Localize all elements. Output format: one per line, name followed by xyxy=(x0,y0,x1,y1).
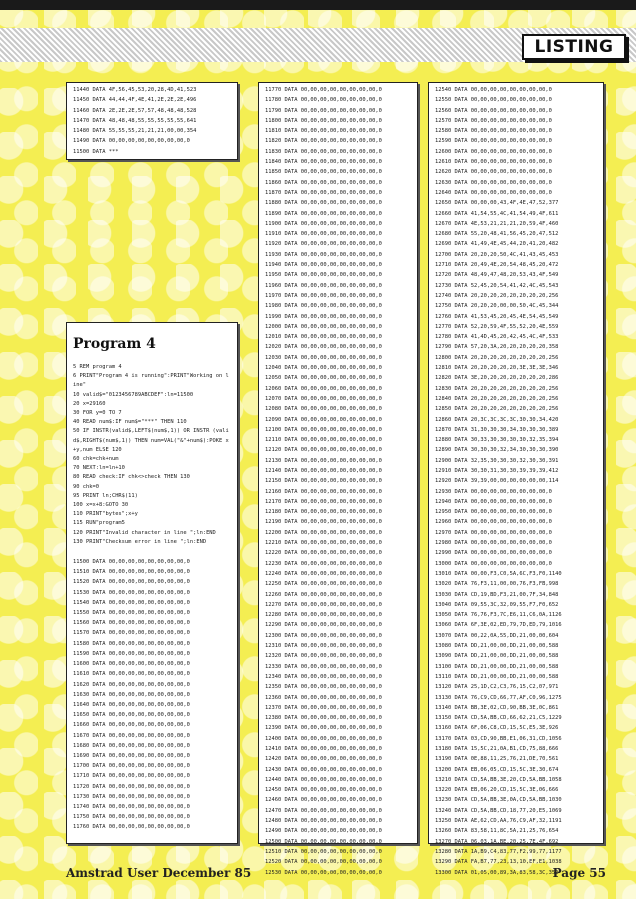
listing-line: 12030 DATA 00,00,00,00,00,00,00,00,0 xyxy=(265,354,382,361)
listing-line: 12940 DATA 00,00,00,00,00,00,00,00,0 xyxy=(435,498,552,505)
listing-line: 12650 DATA 00,00,00,43,4F,4E,47,52,377 xyxy=(435,200,559,207)
listing-line: 12810 DATA 20,20,20,20,20,3E,3E,3E,346 xyxy=(435,365,559,372)
listing-line: 11930 DATA 00,00,00,00,00,00,00,00,0 xyxy=(265,251,382,258)
listing-line: 13090 DATA DD,21,00,00,DD,21,00,00,588 xyxy=(435,653,559,660)
listing-line: 12120 DATA 00,00,00,00,00,00,00,00,0 xyxy=(265,447,382,454)
listing-line: 13050 DATA 76,76,F3,7C,E6,11,C6,0A,1126 xyxy=(435,612,562,619)
listing-line: 12950 DATA 00,00,00,00,00,00,00,00,0 xyxy=(435,509,552,516)
listing-line: 12520 DATA 00,00,00,00,00,00,00,00,0 xyxy=(265,859,382,866)
listing-line: 12600 DATA 00,00,00,00,00,00,00,00,0 xyxy=(435,148,552,155)
listing-line: 11600 DATA 00,00,00,00,00,00,00,00,0 xyxy=(73,661,190,668)
listing-line: 11720 DATA 00,00,00,00,00,00,00,00,0 xyxy=(73,783,190,790)
listing-line: 13280 DATA 1A,B9,C4,83,77,F2,99,77,1177 xyxy=(435,848,562,855)
listing-line: 12510 DATA 00,00,00,00,00,00,00,00,0 xyxy=(265,848,382,855)
listing-line: 11560 DATA 00,00,00,00,00,00,00,00,0 xyxy=(73,620,190,627)
listing-line: 11980 DATA 00,00,00,00,00,00,00,00,0 xyxy=(265,303,382,310)
listing-line: 13270 DATA 06,03,1A,BE,20,25,7E,4F,692 xyxy=(435,838,559,845)
listing-line: 11840 DATA 00,00,00,00,00,00,00,00,0 xyxy=(265,159,382,166)
program-line: 6 PRINT"Program 4 is running":PRINT"Working on line" xyxy=(73,373,229,389)
listing-line: 11800 DATA 00,00,00,00,00,00,00,00,0 xyxy=(265,117,382,124)
listing-line: 12350 DATA 00,00,00,00,00,00,00,00,0 xyxy=(265,684,382,691)
listing-line: 11990 DATA 00,00,00,00,00,00,00,00,0 xyxy=(265,313,382,320)
listing-line: 12460 DATA 00,00,00,00,00,00,00,00,0 xyxy=(265,797,382,804)
program-4-box xyxy=(66,322,238,844)
listing-line: 12670 DATA 4E,53,21,21,21,20,59,4F,460 xyxy=(435,220,559,227)
listing-line: 11610 DATA 00,00,00,00,00,00,00,00,0 xyxy=(73,671,190,678)
listing-line: 12910 DATA 30,30,31,30,30,39,39,39,412 xyxy=(435,467,559,474)
listing-line: 11950 DATA 00,00,00,00,00,00,00,00,0 xyxy=(265,272,382,279)
listing-line: 12060 DATA 00,00,00,00,00,00,00,00,0 xyxy=(265,385,382,392)
listing-line: 12960 DATA 00,00,00,00,00,00,00,00,0 xyxy=(435,519,552,526)
listing-line: 13220 DATA EB,06,20,CD,15,5C,3E,06,666 xyxy=(435,787,559,794)
listing-line: 13140 DATA BB,3E,02,CD,90,BB,3E,0C,861 xyxy=(435,704,559,711)
listing-line: 12790 DATA 57,20,3A,20,20,20,20,20,358 xyxy=(435,344,559,351)
program-line: 40 READ num$:IF num$="***" THEN 110 xyxy=(73,419,187,426)
listing-line: 12830 DATA 20,20,20,20,20,20,20,20,256 xyxy=(435,385,559,392)
listing-line: 12130 DATA 00,00,00,00,00,00,00,00,0 xyxy=(265,457,382,464)
listing-line: 12730 DATA 52,45,20,54,41,42,4C,45,543 xyxy=(435,282,559,289)
listing-line: 13150 DATA CD,5A,BB,CD,66,62,21,C5,1229 xyxy=(435,715,562,722)
listing-line: 12200 DATA 00,00,00,00,00,00,00,00,0 xyxy=(265,529,382,536)
listing-line: 12530 DATA 00,00,00,00,00,00,00,00,0 xyxy=(265,869,382,876)
listing-line: 13210 DATA CD,5A,BB,3E,20,CD,5A,BB,1058 xyxy=(435,776,562,783)
listing-line: 13110 DATA DD,21,00,00,DD,21,00,00,588 xyxy=(435,673,559,680)
listing-line: 12280 DATA 00,00,00,00,00,00,00,00,0 xyxy=(265,612,382,619)
program-line: 115 RUN"program5 xyxy=(73,520,125,527)
listing-line: 12840 DATA 20,20,20,20,20,20,20,20,256 xyxy=(435,395,559,402)
listing-line: 11520 DATA 00,00,00,00,00,00,00,00,0 xyxy=(73,579,190,586)
listing-line: 12660 DATA 41,54,55,4C,41,54,49,4F,611 xyxy=(435,210,559,217)
listing-line: 11450 DATA 44,44,4F,4E,41,2E,2E,2E,496 xyxy=(73,97,197,104)
program-line: 60 chk=chk+num xyxy=(73,456,119,463)
listing-line: 12920 DATA 39,39,00,00,00,00,00,00,114 xyxy=(435,478,559,485)
listing-line: 12500 DATA 00,00,00,00,00,00,00,00,0 xyxy=(265,838,382,845)
listing-line: 11860 DATA 00,00,00,00,00,00,00,00,0 xyxy=(265,179,382,186)
listing-line: 13030 DATA CD,19,BD,F3,21,00,7F,34,848 xyxy=(435,591,559,598)
listing-line: 13260 DATA 83,58,11,8C,5A,21,25,76,654 xyxy=(435,828,559,835)
listing-line: 12680 DATA 55,20,48,41,56,45,20,47,512 xyxy=(435,231,559,238)
listing-line: 11510 DATA 00,00,00,00,00,00,00,00,0 xyxy=(73,569,190,576)
listing-line: 11630 DATA 00,00,00,00,00,00,00,00,0 xyxy=(73,691,190,698)
listing-line: 12750 DATA 20,20,20,00,00,50,4C,45,344 xyxy=(435,303,559,310)
listing-line: 12190 DATA 00,00,00,00,00,00,00,00,0 xyxy=(265,519,382,526)
listing-line: 13180 DATA 15,5C,21,0A,B1,CD,75,88,666 xyxy=(435,746,559,752)
listing-line: 12090 DATA 00,00,00,00,00,00,00,00,0 xyxy=(265,416,382,423)
listing-line: 11470 DATA 48,48,48,55,55,55,55,55,641 xyxy=(73,117,197,124)
listing-line: 12870 DATA 31,30,30,30,34,30,30,30,389 xyxy=(435,426,559,433)
program-data-lines xyxy=(73,557,231,832)
listing-line: 12570 DATA 00,00,00,00,00,00,00,00,0 xyxy=(435,117,552,124)
program-line: 20 x=29160 xyxy=(73,400,106,407)
listing-line: 12980 DATA 00,00,00,00,00,00,00,00,0 xyxy=(435,540,552,547)
listing-line: 11830 DATA 00,00,00,00,00,00,00,00,0 xyxy=(265,148,382,155)
listing-line: 11780 DATA 00,00,00,00,00,00,00,00,0 xyxy=(265,97,382,104)
program-line: 100 x=x+8:GOTO 30 xyxy=(73,502,129,509)
listing-line: 11570 DATA 00,00,00,00,00,00,00,00,0 xyxy=(73,630,190,637)
listing-line: 11760 DATA 00,00,00,00,00,00,00,00,0 xyxy=(73,824,190,831)
listing-line: 13060 DATA 6F,3E,02,ED,79,7D,ED,79,1016 xyxy=(435,622,562,629)
listing-line: 11650 DATA 00,00,00,00,00,00,00,00,0 xyxy=(73,712,190,719)
listing-line: 12720 DATA 48,49,47,48,20,53,43,4F,549 xyxy=(435,272,559,279)
listing-line: 12400 DATA 00,00,00,00,00,00,00,00,0 xyxy=(265,735,382,742)
listing-line: 12110 DATA 00,00,00,00,00,00,00,00,0 xyxy=(265,437,382,444)
listing-line: 11620 DATA 00,00,00,00,00,00,00,00,0 xyxy=(73,681,190,688)
listing-line: 11870 DATA 00,00,00,00,00,00,00,00,0 xyxy=(265,189,382,196)
listing-line: 12630 DATA 00,00,00,00,00,00,00,00,0 xyxy=(435,179,552,186)
listing-line: 12170 DATA 00,00,00,00,00,00,00,00,0 xyxy=(265,498,382,505)
listing-line: 11960 DATA 00,00,00,00,00,00,00,00,0 xyxy=(265,282,382,289)
listing-line: 11480 DATA 55,55,55,21,21,21,00,00,354 xyxy=(73,128,197,135)
listing-line: 11640 DATA 00,00,00,00,00,00,00,00,0 xyxy=(73,701,190,708)
listing-line: 11920 DATA 00,00,00,00,00,00,00,00,0 xyxy=(265,241,382,248)
listing-line: 11700 DATA 00,00,00,00,00,00,00,00,0 xyxy=(73,763,190,770)
listing-line: 13040 DATA 09,55,3C,32,09,55,F7,F0,652 xyxy=(435,601,559,608)
listing-line: 11850 DATA 00,00,00,00,00,00,00,00,0 xyxy=(265,169,382,176)
listing-line: 13120 DATA 25,1D,C2,C3,76,15,C2,07,971 xyxy=(435,684,559,691)
listing-line: 11750 DATA 00,00,00,00,00,00,00,00,0 xyxy=(73,814,190,821)
listing-line: 11550 DATA 00,00,00,00,00,00,00,00,0 xyxy=(73,610,190,617)
listing-line: 12820 DATA 3E,20,20,20,20,20,20,20,286 xyxy=(435,375,559,382)
listing-line: 13230 DATA CD,5A,BB,3E,0A,CD,5A,BB,1030 xyxy=(435,797,562,804)
listing-line: 12900 DATA 32,35,30,30,30,32,30,30,391 xyxy=(435,457,559,464)
listing-line: 12760 DATA 41,53,45,20,45,4E,54,45,549 xyxy=(435,313,559,320)
listing-line: 12140 DATA 00,00,00,00,00,00,00,00,0 xyxy=(265,467,382,474)
listing-line: 12070 DATA 00,00,00,00,00,00,00,00,0 xyxy=(265,395,382,402)
listing-line: 12740 DATA 20,20,20,20,20,20,20,20,256 xyxy=(435,292,559,299)
listing-line: 12480 DATA 00,00,00,00,00,00,00,00,0 xyxy=(265,818,382,825)
program-line: 110 PRINT"bytes";x+y xyxy=(73,511,138,518)
listing-line: 12100 DATA 00,00,00,00,00,00,00,00,0 xyxy=(265,426,382,433)
listing-line: 11790 DATA 00,00,00,00,00,00,00,00,0 xyxy=(265,107,382,114)
program-line: 130 PRINT"Checksum error in line ";ln:END xyxy=(73,538,207,545)
listing-line: 13170 DATA 03,CD,90,BB,E1,06,31,CD,1056 xyxy=(435,735,562,742)
listing-line: 12310 DATA 00,00,00,00,00,00,00,00,0 xyxy=(265,643,382,650)
listing-line: 12080 DATA 00,00,00,00,00,00,00,00,0 xyxy=(265,406,382,413)
listing-line: 11590 DATA 00,00,00,00,00,00,00,00,0 xyxy=(73,650,190,657)
listing-line: 12240 DATA 00,00,00,00,00,00,00,00,0 xyxy=(265,570,382,577)
listing-line: 12930 DATA 00,00,00,00,00,00,00,00,0 xyxy=(435,488,552,495)
footer-page-number: Page 55 xyxy=(552,866,606,880)
listing-line: 12370 DATA 00,00,00,00,00,00,00,00,0 xyxy=(265,704,382,711)
listing-line: 12550 DATA 00,00,00,00,00,00,00,00,0 xyxy=(435,97,552,104)
listing-line: 11460 DATA 2E,2E,2E,57,57,48,48,48,528 xyxy=(73,107,197,114)
top-black-bar xyxy=(0,0,636,10)
listing-line: 12880 DATA 30,33,30,30,30,30,32,35,394 xyxy=(435,437,559,444)
listing-line: 12230 DATA 00,00,00,00,00,00,00,00,0 xyxy=(265,560,382,567)
listing-line: 11530 DATA 00,00,00,00,00,00,00,00,0 xyxy=(73,589,190,596)
listing-line: 12290 DATA 00,00,00,00,00,00,00,00,0 xyxy=(265,622,382,629)
listing-line: 12560 DATA 00,00,00,00,00,00,00,00,0 xyxy=(435,107,552,114)
listing-line: 12610 DATA 00,00,00,00,00,00,00,00,0 xyxy=(435,159,552,166)
listing-line: 11710 DATA 00,00,00,00,00,00,00,00,0 xyxy=(73,773,190,780)
listing-line: 12890 DATA 30,30,30,32,34,30,30,30,390 xyxy=(435,447,559,454)
listing-line: 12300 DATA 00,00,00,00,00,00,00,00,0 xyxy=(265,632,382,639)
listing-line: 13240 DATA CD,5A,BB,CD,18,77,20,E5,1069 xyxy=(435,807,562,814)
listing-line: 12360 DATA 00,00,00,00,00,00,00,00,0 xyxy=(265,694,382,701)
listing-line: 12490 DATA 00,00,00,00,00,00,00,00,0 xyxy=(265,828,382,835)
listing-line: 12440 DATA 00,00,00,00,00,00,00,00,0 xyxy=(265,776,382,783)
listing-line: 13130 DATA 76,C9,CD,66,77,AF,C0,96,1275 xyxy=(435,694,562,701)
listing-line: 12220 DATA 00,00,00,00,00,00,00,00,0 xyxy=(265,550,382,557)
program-title: Program 4 xyxy=(73,336,156,352)
listing-line: 12410 DATA 00,00,00,00,00,00,00,00,0 xyxy=(265,746,382,752)
listing-line: 12860 DATA 20,3C,3C,3C,3C,30,30,34,420 xyxy=(435,416,559,423)
listing-line: 13080 DATA DD,21,00,00,DD,21,00,00,588 xyxy=(435,643,559,650)
listing-line: 12050 DATA 00,00,00,00,00,00,00,00,0 xyxy=(265,375,382,382)
listing-line: 11910 DATA 00,00,00,00,00,00,00,00,0 xyxy=(265,231,382,238)
listing-line: 11580 DATA 00,00,00,00,00,00,00,00,0 xyxy=(73,640,190,647)
listing-line: 11820 DATA 00,00,00,00,00,00,00,00,0 xyxy=(265,138,382,145)
listing-line: 12770 DATA 52,20,59,4F,55,52,20,4E,559 xyxy=(435,323,559,330)
listing-line: 12150 DATA 00,00,00,00,00,00,00,00,0 xyxy=(265,478,382,485)
listing-line: 11890 DATA 00,00,00,00,00,00,00,00,0 xyxy=(265,210,382,217)
program-line: 80 READ check:IF chk<>check THEN 130 xyxy=(73,474,190,481)
listing-line: 12430 DATA 00,00,00,00,00,00,00,00,0 xyxy=(265,766,382,773)
listing-line: 13000 DATA 00,00,00,00,00,00,00,00,0 xyxy=(435,560,552,567)
listing-line: 12250 DATA 00,00,00,00,00,00,00,00,0 xyxy=(265,581,382,588)
listing-line: 12000 DATA 00,00,00,00,00,00,00,00,0 xyxy=(265,323,382,330)
listing-line: 13200 DATA EB,06,05,CD,15,5C,3E,30,674 xyxy=(435,766,559,773)
listing-column-2 xyxy=(258,82,418,876)
listing-line: 12450 DATA 00,00,00,00,00,00,00,00,0 xyxy=(265,787,382,794)
listing-line: 12040 DATA 00,00,00,00,00,00,00,00,0 xyxy=(265,365,382,372)
listing-line: 12620 DATA 00,00,00,00,00,00,00,00,0 xyxy=(435,169,552,176)
listing-line: 11880 DATA 00,00,00,00,00,00,00,00,0 xyxy=(265,200,382,207)
listing-line: 12690 DATA 41,49,4E,45,44,20,41,20,482 xyxy=(435,241,559,248)
listing-line: 12260 DATA 00,00,00,00,00,00,00,00,0 xyxy=(265,591,382,598)
listing-line: 11660 DATA 00,00,00,00,00,00,00,00,0 xyxy=(73,722,190,729)
listing-line: 11540 DATA 00,00,00,00,00,00,00,00,0 xyxy=(73,599,190,606)
listing-line: 12580 DATA 00,00,00,00,00,00,00,00,0 xyxy=(435,128,552,135)
program-line: 95 PRINT ln;CHR$(11) xyxy=(73,492,138,499)
listing-line: 11690 DATA 00,00,00,00,00,00,00,00,0 xyxy=(73,752,190,759)
listing-line: 11500 DATA 00,00,00,00,00,00,00,00,0 xyxy=(73,559,190,566)
listing-line: 13100 DATA DD,21,00,00,DD,21,00,00,588 xyxy=(435,663,559,670)
listing-line: 12380 DATA 00,00,00,00,00,00,00,00,0 xyxy=(265,715,382,722)
listing-line: 12800 DATA 20,20,20,20,20,20,20,20,256 xyxy=(435,354,559,361)
listing-line: 12990 DATA 00,00,00,00,00,00,00,00,0 xyxy=(435,550,552,557)
listing-line: 11500 DATA *** xyxy=(73,148,119,155)
listing-line: 12780 DATA 41,4D,45,20,42,45,4C,4F,533 xyxy=(435,334,559,341)
listing-line: 12850 DATA 20,20,20,20,20,20,20,20,256 xyxy=(435,406,559,413)
program-line: 50 IF INSTR(valid$,LEFT$(num$,1)) OR INSTR (valid$,RIGHT$(num$,1)) THEN num=VAL("&"+num$):POKE x+y,num ELSE 120 xyxy=(73,428,229,453)
listing-line: 12010 DATA 00,00,00,00,00,00,00,00,0 xyxy=(265,334,382,341)
footer-publication: Amstrad User December 85 xyxy=(66,866,252,880)
listing-line: 13300 DATA 01,05,00,89,3A,83,58,3C,352 xyxy=(435,869,559,876)
listing-line: 12320 DATA 00,00,00,00,00,00,00,00,0 xyxy=(265,653,382,660)
listing-line: 12340 DATA 00,00,00,00,00,00,00,00,0 xyxy=(265,673,382,680)
listing-line: 12420 DATA 00,00,00,00,00,00,00,00,0 xyxy=(265,756,382,763)
program-line: 120 PRINT"Invalid character in line ";ln:END xyxy=(73,529,216,536)
listing-line: 12700 DATA 20,20,20,50,4C,41,43,45,453 xyxy=(435,251,559,258)
listing-line: 11740 DATA 00,00,00,00,00,00,00,00,0 xyxy=(73,803,190,810)
listing-line: 12160 DATA 00,00,00,00,00,00,00,00,0 xyxy=(265,488,382,495)
listing-line: 12470 DATA 00,00,00,00,00,00,00,00,0 xyxy=(265,807,382,814)
listing-line: 13010 DATA 00,00,F3,C0,5A,6C,F3,F0,1140 xyxy=(435,570,562,577)
section-label: LISTING xyxy=(522,34,626,60)
listing-line: 11670 DATA 00,00,00,00,00,00,00,00,0 xyxy=(73,732,190,739)
listing-line: 11680 DATA 00,00,00,00,00,00,00,00,0 xyxy=(73,742,190,749)
program-line: 10 valid$="0123456789ABCDEF":ln=11500 xyxy=(73,391,194,398)
listing-line: 11900 DATA 00,00,00,00,00,00,00,00,0 xyxy=(265,220,382,227)
listing-line: 11970 DATA 00,00,00,00,00,00,00,00,0 xyxy=(265,292,382,299)
listing-line: 12270 DATA 00,00,00,00,00,00,00,00,0 xyxy=(265,601,382,608)
listing-column-1-top xyxy=(66,82,238,160)
listing-line: 12330 DATA 00,00,00,00,00,00,00,00,0 xyxy=(265,663,382,670)
program-line: 5 REM program 4 xyxy=(73,364,122,370)
listing-line: 11440 DATA 4F,56,45,53,20,28,4D,41,523 xyxy=(73,87,197,93)
program-line: 90 chk=0 xyxy=(73,483,99,490)
listing-line: 12210 DATA 00,00,00,00,00,00,00,00,0 xyxy=(265,540,382,547)
listing-line: 12020 DATA 00,00,00,00,00,00,00,00,0 xyxy=(265,344,382,351)
listing-line: 12590 DATA 00,00,00,00,00,00,00,00,0 xyxy=(435,138,552,145)
listing-line: 13020 DATA 76,F3,11,00,00,76,F3,FB,998 xyxy=(435,581,559,588)
listing-line: 11490 DATA 00,00,00,00,00,00,00,00,0 xyxy=(73,138,190,145)
program-line: 70 NEXT:ln=ln+10 xyxy=(73,465,125,472)
listing-line: 11940 DATA 00,00,00,00,00,00,00,00,0 xyxy=(265,262,382,269)
listing-line: 12970 DATA 00,00,00,00,00,00,00,00,0 xyxy=(435,529,552,536)
listing-line: 12540 DATA 00,00,00,00,00,00,00,00,0 xyxy=(435,87,552,93)
program-line: 30 FOR y=0 TO 7 xyxy=(73,410,122,417)
listing-line: 13160 DATA 6F,06,C8,CD,15,5C,E5,3E,926 xyxy=(435,725,559,732)
listing-line: 13190 DATA 0E,88,11,25,76,21,DE,70,561 xyxy=(435,756,559,763)
listing-line: 12640 DATA 00,00,00,00,00,00,00,00,0 xyxy=(435,189,552,196)
listing-line: 12180 DATA 00,00,00,00,00,00,00,00,0 xyxy=(265,509,382,516)
listing-line: 13070 DATA 00,22,0A,55,DD,21,00,00,604 xyxy=(435,632,559,639)
program-source xyxy=(73,363,231,547)
listing-line: 11770 DATA 00,00,00,00,00,00,00,00,0 xyxy=(265,87,382,93)
listing-line: 12710 DATA 20,49,4E,20,54,48,45,20,472 xyxy=(435,262,559,269)
listing-line: 11810 DATA 00,00,00,00,00,00,00,00,0 xyxy=(265,128,382,135)
listing-line: 12390 DATA 00,00,00,00,00,00,00,00,0 xyxy=(265,725,382,732)
listing-line: 13290 DATA FA,B7,77,23,13,10,EF,E1,1038 xyxy=(435,859,562,866)
listing-line: 11730 DATA 00,00,00,00,00,00,00,00,0 xyxy=(73,793,190,800)
listing-line: 13250 DATA AE,62,CD,AA,76,C9,AF,32,1191 xyxy=(435,818,562,825)
